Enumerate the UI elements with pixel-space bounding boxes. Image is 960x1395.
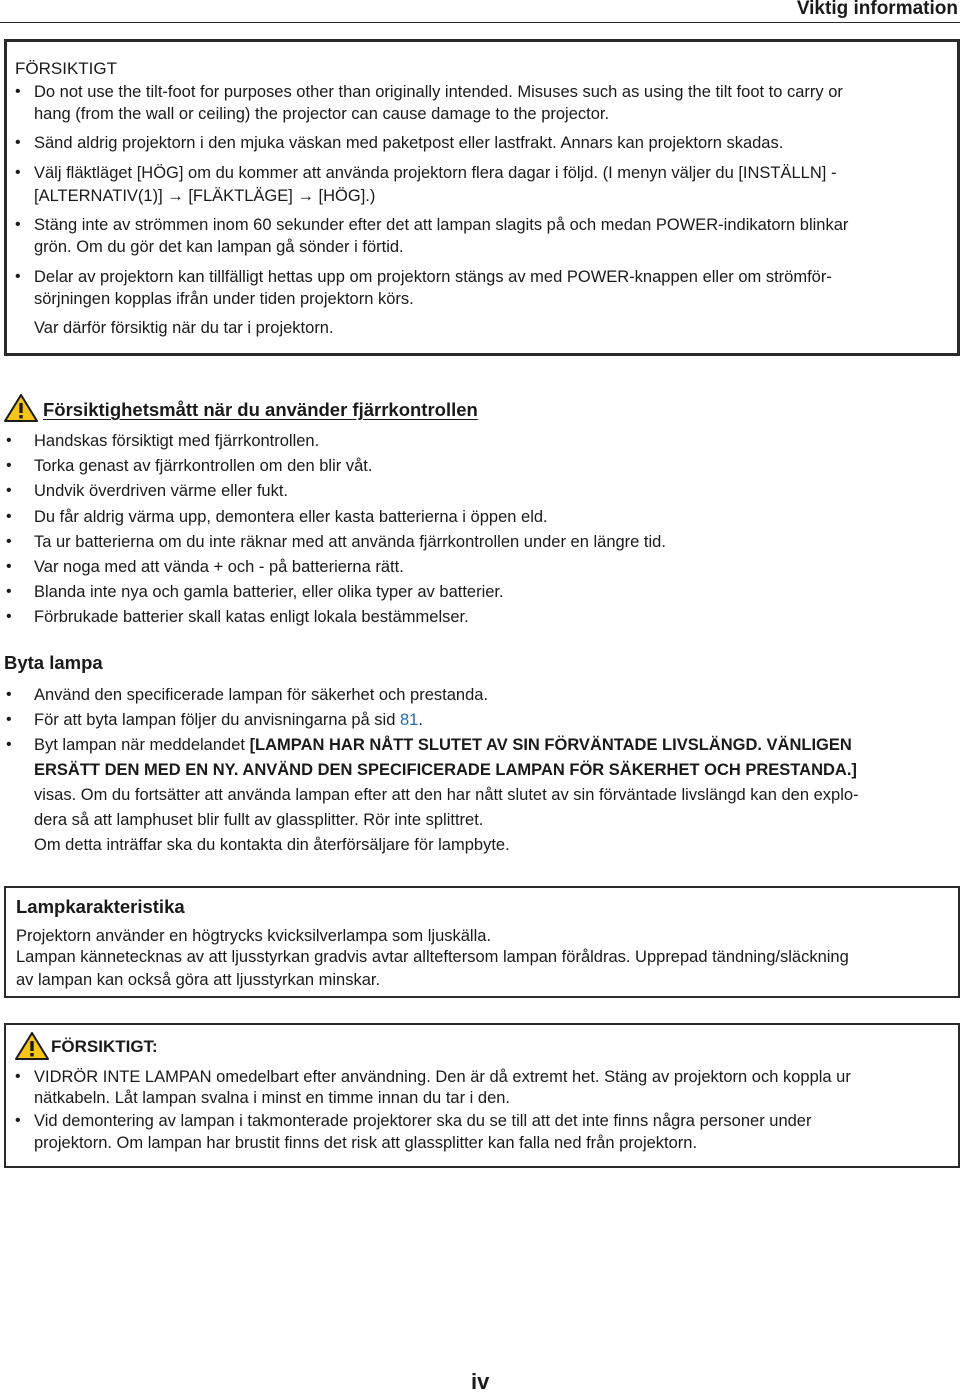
lamp-item-3-line-3: visas. Om du fortsätter att använda lampan efter att den har nått slutet av sin förväntade livslängd kan den explo-	[34, 786, 859, 804]
bullet: •	[6, 736, 12, 753]
page-81-link[interactable]: 81	[399, 711, 419, 729]
bullet: •	[15, 1112, 21, 1129]
caution-item-2-line-1: Sänd aldrig projektorn i den mjuka väskan med paketpost eller lastfrakt. Annars kan projektorn skadas.	[34, 134, 784, 152]
lamp-caution-item-1-line-2: nätkabeln. Låt lampan svalna i minst en timme innan du tar i den.	[34, 1089, 511, 1107]
caution-item-5-line-2: sörjningen kopplas ifrån under tiden projektorn körs.	[34, 290, 414, 308]
bullet: •	[6, 686, 12, 703]
lamp-message-bold-1: [LAMPAN HAR NÅTT SLUTET AV SIN FÖRVÄNTADE LIVSLÄNGD. VÄNLIGEN	[249, 736, 852, 754]
lamp-caution-item-2-line-2: projektorn. Om lampan har brustit finns det risk att glassplitter kan falla ned från projektorn.	[34, 1134, 698, 1152]
bullet: •	[6, 508, 12, 525]
remote-item-6: Var noga med att vända + och - på batterierna rätt.	[34, 558, 404, 576]
bullet: •	[15, 216, 21, 233]
caution-box-title: FÖRSIKTIGT	[15, 59, 117, 78]
bullet: •	[15, 268, 21, 285]
caution-item-3-line-1: Välj fläktläget [HÖG] om du kommer att använda projektorn flera dagar i följd. (I menyn väljer du [INSTÄLLN] -	[34, 164, 837, 182]
remote-item-4: Du får aldrig värma upp, demontera eller kasta batterierna i öppen eld.	[34, 508, 548, 526]
caution-item-1-line-2: hang (from the wall or ceiling) the projector can cause damage to the projector.	[34, 105, 610, 123]
bullet: •	[15, 83, 21, 100]
caution-item-4-line-1: Stäng inte av strömmen inom 60 sekunder efter det att lampan slagits på och medan POWER-indikatorn blinkar	[34, 216, 849, 234]
lamp-characteristics-line-3: av lampan kan också göra att ljusstyrkan minskar.	[16, 971, 381, 989]
lamp-caution-title: FÖRSIKTIGT:	[51, 1037, 158, 1056]
lamp-item-3-prefix: Byt lampan när meddelandet	[34, 736, 250, 754]
remote-item-1: Handskas försiktigt med fjärrkontrollen.	[34, 432, 320, 450]
warning-triangle-icon	[3, 393, 39, 423]
remote-item-3: Undvik överdriven värme eller fukt.	[34, 482, 289, 500]
bullet: •	[15, 1068, 21, 1085]
caution-item-3-line-2: [ALTERNATIV(1)] → [FLÄKTLÄGE] → [HÖG].)	[34, 187, 376, 205]
remote-item-5: Ta ur batterierna om du inte räknar med att använda fjärrkontrollen under en längre tid.	[34, 533, 666, 551]
lamp-characteristics-line-2: Lampan kännetecknas av att ljusstyrkan gradvis avtar allteftersom lampan föråldras. Upprepad tändning/släckning	[16, 948, 849, 966]
page-number: iv	[471, 1369, 490, 1394]
lamp-characteristics-title: Lampkarakteristika	[16, 896, 185, 917]
bullet: •	[6, 558, 12, 575]
bullet: •	[15, 134, 21, 151]
remote-section-title: Försiktighetsmått när du använder fjärrkontrollen	[43, 399, 478, 420]
lamp-item-3-line-1	[34, 734, 852, 756]
lamp-item-2-text: För att byta lampan följer du anvisningarna på sid	[34, 711, 400, 729]
remote-item-7: Blanda inte nya och gamla batterier, eller olika typer av batterier.	[34, 583, 504, 601]
bullet: •	[6, 608, 12, 625]
remote-item-2: Torka genast av fjärrkontrollen om den blir våt.	[34, 457, 373, 475]
lamp-caution-item-1-line-1: VIDRÖR INTE LAMPAN omedelbart efter användning. Den är då extremt het. Stäng av projektorn och koppla ur	[34, 1068, 851, 1086]
header-rule	[0, 22, 960, 23]
lamp-section-title: Byta lampa	[4, 652, 103, 673]
bullet: •	[6, 457, 12, 474]
page-header-title: Viktig information	[796, 0, 958, 19]
lamp-item-2	[34, 709, 423, 731]
lamp-item-2-suffix: .	[418, 711, 423, 729]
bullet: •	[6, 482, 12, 499]
bullet: •	[6, 533, 12, 550]
lamp-caution-item-2-line-1: Vid demontering av lampan i takmonterade projektorer ska du se till att det inte finns några personer under	[34, 1112, 812, 1130]
lamp-message-bold-2: ERSÄTT DEN MED EN NY. ANVÄND DEN SPECIFICERADE LAMPAN FÖR SÄKERHET OCH PRESTANDA.]	[34, 761, 857, 779]
bullet: •	[6, 583, 12, 600]
caution-item-5-line-1: Delar av projektorn kan tillfälligt hettas upp om projektorn stängs av med POWER-knappen eller om strömför-	[34, 268, 832, 286]
caution-item-4-line-2: grön. Om du gör det kan lampan gå sönder i förtid.	[34, 238, 404, 256]
lamp-item-3-line-4: dera så att lamphuset blir fullt av glassplitter. Rör inte splittret.	[34, 811, 484, 829]
lamp-item-1: Använd den specificerade lampan för säkerhet och prestanda.	[34, 686, 489, 704]
lamp-characteristics-line-1: Projektorn använder en högtrycks kvicksilverlampa som ljuskälla.	[16, 927, 492, 945]
warning-triangle-icon	[14, 1031, 50, 1061]
lamp-item-3-line-5: Om detta inträffar ska du kontakta din återförsäljare för lampbyte.	[34, 836, 510, 854]
caution-item-1-line-1: Do not use the tilt-foot for purposes other than originally intended. Misuses such as using the tilt foot to carry or	[34, 83, 843, 101]
bullet: •	[6, 711, 12, 728]
caution-item-5-line-3: Var därför försiktig när du tar i projektorn.	[34, 319, 334, 337]
remote-item-8: Förbrukade batterier skall katas enligt lokala bestämmelser.	[34, 608, 469, 626]
bullet: •	[6, 432, 12, 449]
bullet: •	[15, 164, 21, 181]
